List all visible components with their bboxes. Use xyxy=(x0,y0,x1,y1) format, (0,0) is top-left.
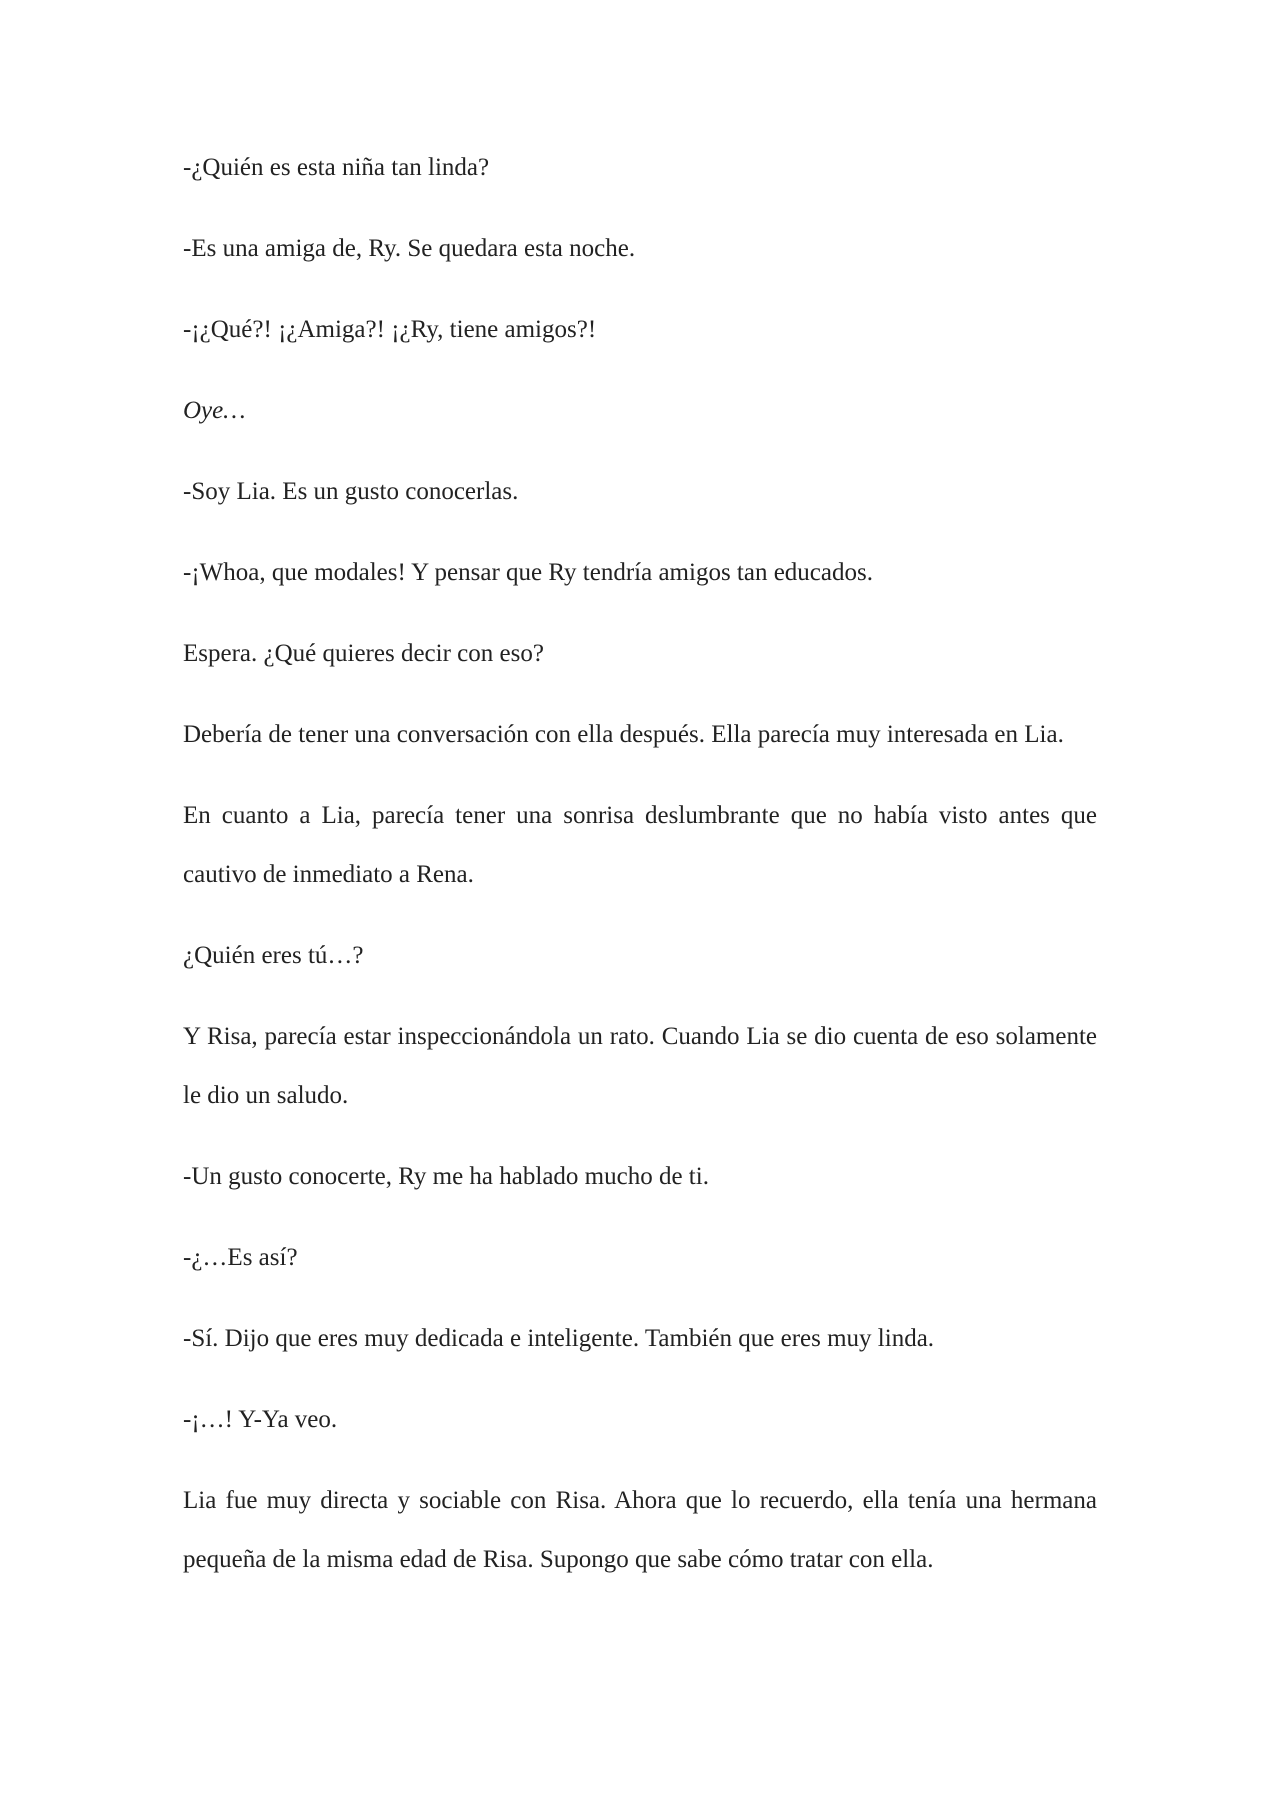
paragraph-6: -¡Whoa, que modales! Y pensar que Ry tendría amigos tan educados. xyxy=(183,559,873,586)
paragraph-15: -¡…! Y-Ya veo. xyxy=(183,1406,338,1433)
paragraph-13: -¿…Es así? xyxy=(183,1244,298,1271)
paragraph-3: -¡¿Qué?! ¡¿Amiga?! ¡¿Ry, tiene amigos?! xyxy=(183,316,597,343)
paragraph-16: Lia fue muy directa y sociable con Risa. Ahora que lo recuerdo, ella tenía una hermana pequeña de la misma edad de Risa. Supongo que sabe cómo tratar con ella. xyxy=(183,1487,1097,1573)
paragraph-10: ¿Quién eres tú…? xyxy=(183,942,364,969)
paragraph-9: En cuanto a Lia, parecía tener una sonrisa deslumbrante que no había visto antes que cautivo de inmediato a Rena. xyxy=(183,802,1097,888)
paragraph-5: -Soy Lia. Es un gusto conocerlas. xyxy=(183,478,519,505)
paragraph-8: Debería de tener una conversación con ella después. Ella parecía muy interesada en Lia. xyxy=(183,721,1064,748)
paragraph-11: Y Risa, parecía estar inspeccionándola un rato. Cuando Lia se dio cuenta de eso solamente le dio un saludo. xyxy=(183,1023,1097,1109)
paragraph-4: Oye… xyxy=(183,397,246,424)
paragraph-14: -Sí. Dijo que eres muy dedicada e inteligente. También que eres muy linda. xyxy=(183,1325,935,1352)
paragraph-2: -Es una amiga de, Ry. Se quedara esta noche. xyxy=(183,235,636,262)
paragraph-7: Espera. ¿Qué quieres decir con eso? xyxy=(183,640,544,667)
paragraph-1: -¿Quién es esta niña tan linda? xyxy=(183,154,490,181)
paragraph-12: -Un gusto conocerte, Ry me ha hablado mucho de ti. xyxy=(183,1163,709,1190)
